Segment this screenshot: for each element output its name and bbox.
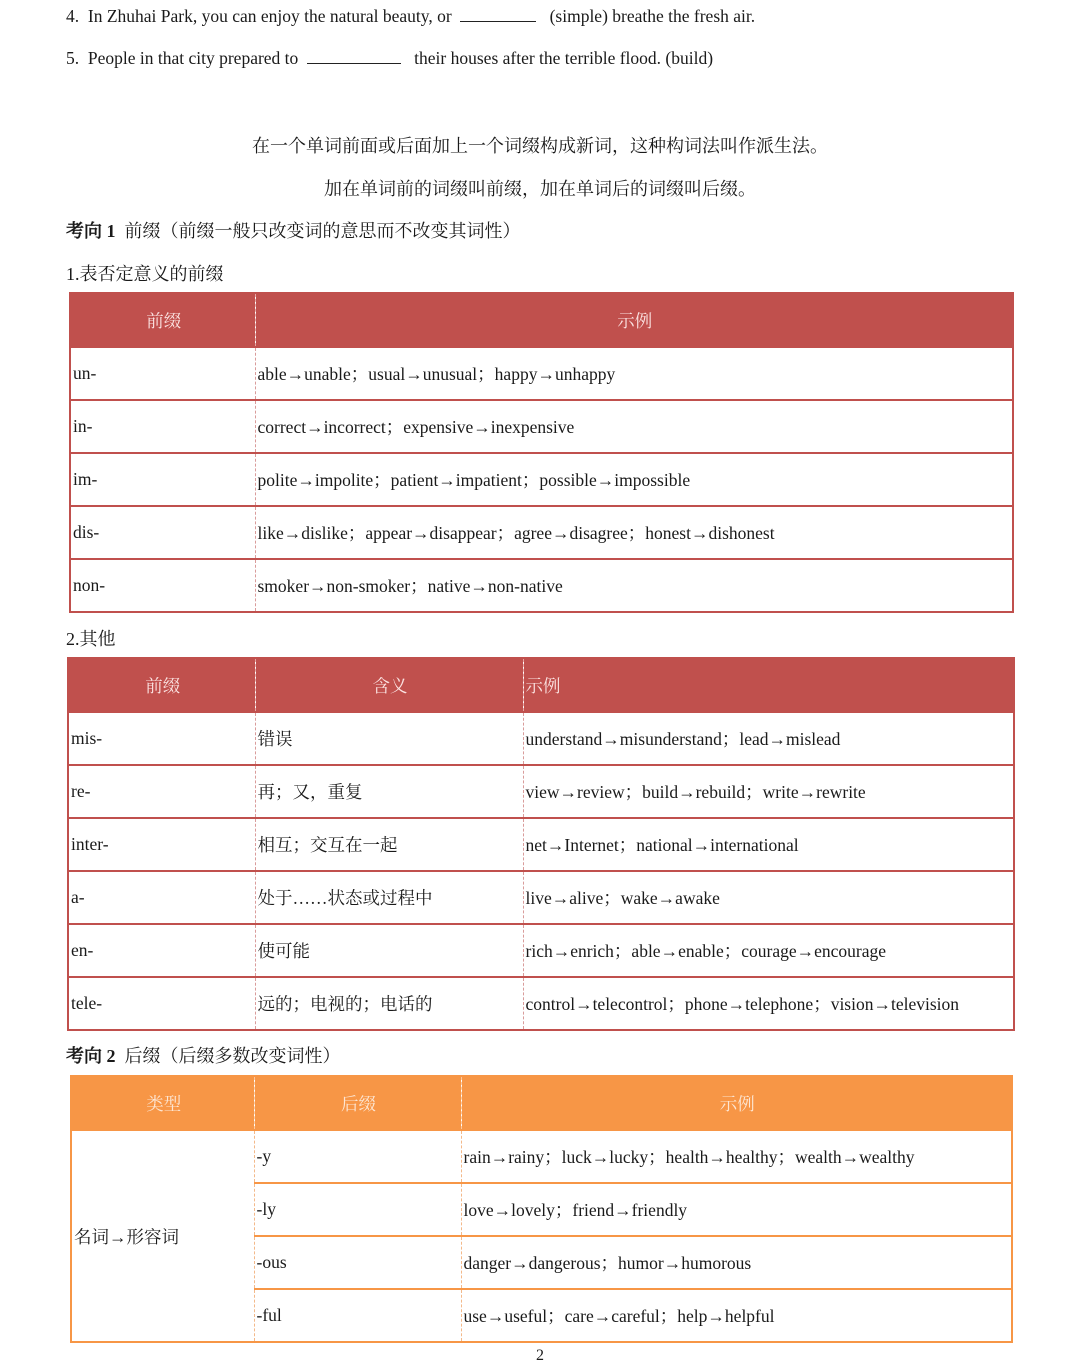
column-header: 示例	[461, 1076, 1012, 1130]
meaning-cell: 远的；电视的；电话的	[255, 977, 523, 1030]
prefix-cell: re-	[68, 765, 255, 818]
column-header: 含义	[255, 658, 523, 712]
example-cell: like→dislike；appear→disappear；agree→disagree；honest→dishonest	[255, 506, 1013, 559]
example-cell: love→lovely；friend→friendly	[461, 1183, 1012, 1236]
section1-title: 考向 1 前缀（前缀一般只改变词的意思而不改变其词性）	[66, 221, 521, 241]
prefix-cell: non-	[70, 559, 255, 612]
table-row	[71, 1130, 1012, 1183]
prefix-cell: im-	[70, 453, 255, 506]
prefix-cell: tele-	[68, 977, 255, 1030]
example-cell: use→useful；care→careful；help→helpful	[461, 1289, 1012, 1342]
meaning-cell: 相互；交互在一起	[255, 818, 523, 871]
example-cell: rich→enrich；able→enable；courage→encourage	[523, 924, 1014, 977]
table-row	[68, 818, 1014, 871]
example-cell: correct→incorrect；expensive→inexpensive	[255, 400, 1013, 453]
table-header-row	[71, 1076, 1012, 1130]
answer-blank[interactable]	[460, 9, 536, 22]
example-cell: rain→rainy；luck→lucky；health→healthy；wealth→wealthy	[461, 1130, 1012, 1183]
answer-blank[interactable]	[307, 51, 401, 64]
example-cell: live→alive；wake→awake	[523, 871, 1014, 924]
column-header: 后缀	[254, 1076, 461, 1130]
table-row	[68, 977, 1014, 1030]
other-prefix-table	[67, 657, 1015, 1031]
table-header-row	[68, 658, 1014, 712]
page-number: 2	[536, 1347, 544, 1364]
column-header: 类型	[71, 1076, 254, 1130]
example-cell: understand→misunderstand；lead→mislead	[523, 712, 1014, 765]
example-cell: view→review；build→rebuild；write→rewrite	[523, 765, 1014, 818]
meaning-cell: 错误	[255, 712, 523, 765]
column-header: 示例	[255, 293, 1013, 347]
type-cell: 名词→形容词	[71, 1130, 254, 1342]
table-header-row	[70, 293, 1013, 347]
question-4: 4. In Zhuhai Park, you can enjoy the natural beauty, or (simple) breathe the fresh air.	[66, 6, 756, 26]
table-row	[70, 453, 1013, 506]
prefix-cell: un-	[70, 347, 255, 400]
meaning-cell: 处于……状态或过程中	[255, 871, 523, 924]
meaning-cell: 再；又，重复	[255, 765, 523, 818]
column-header: 前缀	[70, 293, 255, 347]
table-row	[68, 924, 1014, 977]
question-5: 5. People in that city prepared to their houses after the terrible flood. (build)	[66, 48, 714, 68]
section2-title: 考向 2 后缀（后缀多数改变词性）	[66, 1046, 341, 1066]
suffix-cell: -ful	[254, 1289, 461, 1342]
example-cell: control→telecontrol；phone→telephone；vision→television	[523, 977, 1014, 1030]
column-header: 前缀	[68, 658, 255, 712]
section1-sub1: 1.表否定意义的前缀	[66, 264, 224, 284]
example-cell: smoker→non-smoker；native→non-native	[255, 559, 1013, 612]
table-row	[70, 559, 1013, 612]
prefix-cell: inter-	[68, 818, 255, 871]
table-row	[68, 765, 1014, 818]
prefix-cell: a-	[68, 871, 255, 924]
suffix-table	[70, 1075, 1013, 1343]
suffix-cell: -y	[254, 1130, 461, 1183]
example-cell: net→Internet；national→international	[523, 818, 1014, 871]
prefix-cell: mis-	[68, 712, 255, 765]
table-row	[70, 506, 1013, 559]
suffix-cell: -ous	[254, 1236, 461, 1289]
suffix-cell: -ly	[254, 1183, 461, 1236]
section1-sub2: 2.其他	[66, 629, 116, 649]
table-row	[68, 871, 1014, 924]
example-cell: able→unable；usual→unusual；happy→unhappy	[255, 347, 1013, 400]
negative-prefix-table	[69, 292, 1014, 613]
table-row	[70, 347, 1013, 400]
meaning-cell: 使可能	[255, 924, 523, 977]
column-header: 示例	[523, 658, 1014, 712]
intro-line-2: 加在单词前的词缀叫前缀，加在单词后的词缀叫后缀。	[324, 179, 756, 199]
prefix-cell: en-	[68, 924, 255, 977]
prefix-cell: in-	[70, 400, 255, 453]
prefix-cell: dis-	[70, 506, 255, 559]
example-cell: danger→dangerous；humor→humorous	[461, 1236, 1012, 1289]
intro-line-1: 在一个单词前面或后面加上一个词缀构成新词，这种构词法叫作派生法。	[252, 136, 828, 156]
example-cell: polite→impolite；patient→impatient；possible→impossible	[255, 453, 1013, 506]
table-row	[70, 400, 1013, 453]
table-row	[68, 712, 1014, 765]
